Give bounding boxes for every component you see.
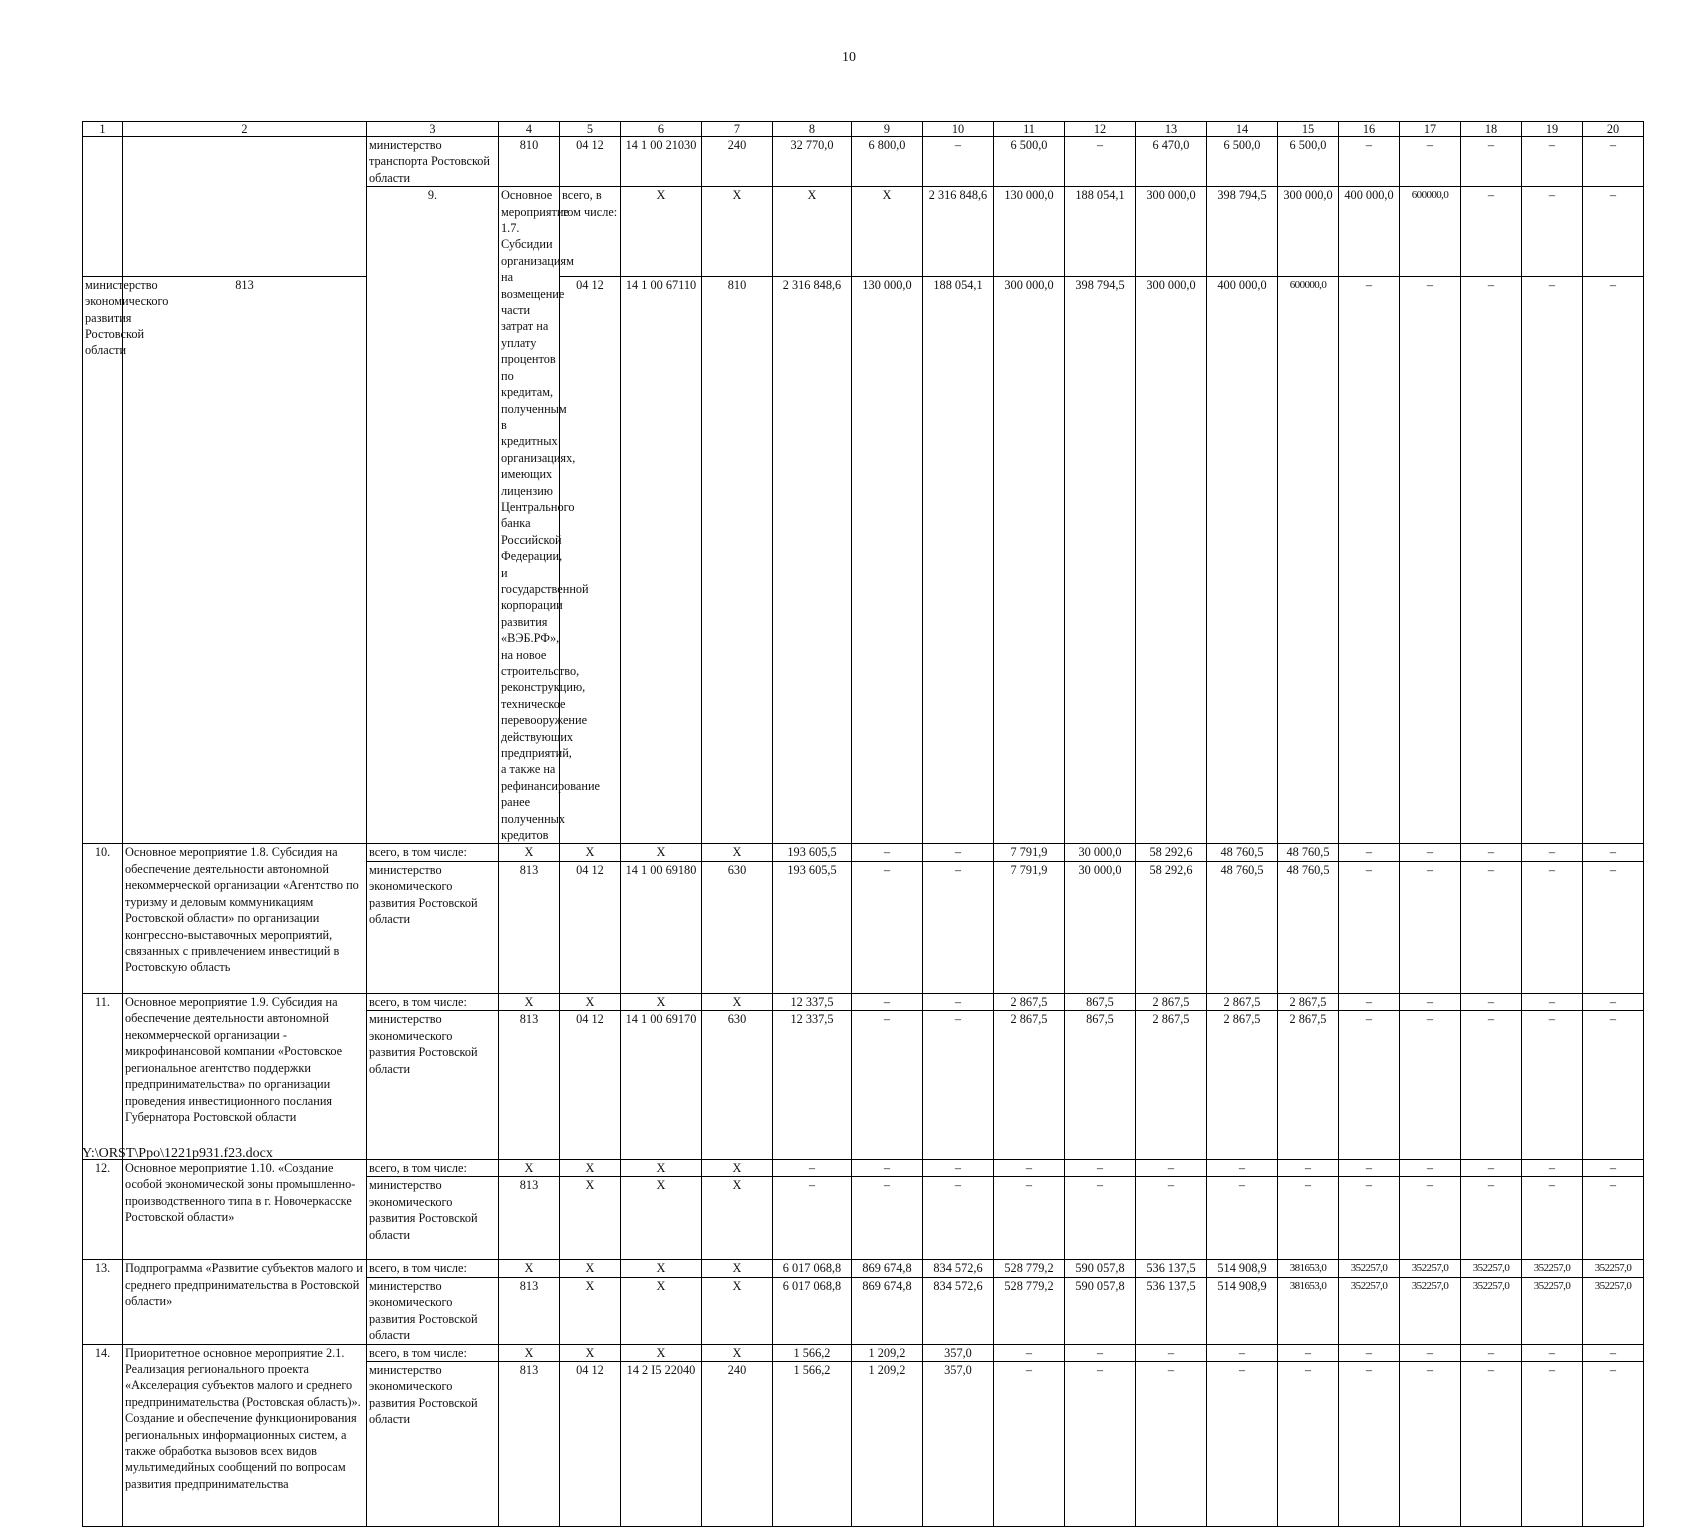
amount-cell: –	[1461, 137, 1522, 187]
activity-description: Основное мероприятие 1.8. Субсидия на обеспечение деятельности автономной некоммерческой организации «Агентство по туризму и деловым коммуникациям Ростовской области» по организации конгрессно-выставочных мероприятий, связанных с привлечением инвестиций в Ростовскую область	[123, 844, 367, 994]
responsible-executor: министерство транспорта Ростовской области	[367, 137, 499, 187]
amount-cell: 869 674,8	[852, 1277, 923, 1344]
responsible-executor: министерство экономического развития Ростовской области	[367, 1277, 499, 1344]
amount-cell: –	[1339, 1344, 1400, 1361]
amount-cell: 48 760,5	[1207, 861, 1278, 993]
amount-cell: 528 779,2	[994, 1260, 1065, 1277]
amount-cell: –	[1136, 1160, 1207, 1177]
budget-code-cell: X	[702, 187, 773, 277]
budget-classification-code: X	[621, 994, 702, 1011]
amount-cell: –	[1136, 1361, 1207, 1526]
amount-cell: –	[852, 861, 923, 993]
amount-cell: 2 867,5	[1278, 1011, 1339, 1160]
table-row	[83, 1344, 1644, 1361]
amount-cell: 2 867,5	[994, 994, 1065, 1011]
amount-cell: –	[1207, 1344, 1278, 1361]
budget-code-cell: 04 12	[560, 1361, 621, 1526]
amount-cell: 2 867,5	[1207, 994, 1278, 1011]
amount-cell: –	[1522, 844, 1583, 861]
amount-cell: 188 054,1	[923, 276, 994, 844]
column-header: 12	[1065, 122, 1136, 137]
amount-cell: 536 137,5	[1136, 1260, 1207, 1277]
amount-cell: 130 000,0	[994, 187, 1065, 277]
activity-description	[123, 137, 367, 277]
amount-cell: 514 908,9	[1207, 1277, 1278, 1344]
budget-code-cell: X	[560, 994, 621, 1011]
budget-code-cell: X	[560, 844, 621, 861]
amount-cell: –	[1278, 1344, 1339, 1361]
column-header: 8	[773, 122, 852, 137]
row-number: 14.	[83, 1344, 123, 1526]
amount-cell: –	[1583, 1160, 1644, 1177]
amount-cell: 2 867,5	[1207, 1011, 1278, 1160]
amount-cell: –	[1461, 276, 1522, 844]
budget-code-cell: X	[499, 994, 560, 1011]
responsible-executor: всего, в том числе:	[367, 844, 499, 861]
amount-cell: –	[1461, 844, 1522, 861]
amount-cell: –	[1278, 1361, 1339, 1526]
amount-cell: –	[994, 1361, 1065, 1526]
amount-cell: 6 017 068,8	[773, 1277, 852, 1344]
amount-cell: 352257,0	[1339, 1277, 1400, 1344]
amount-cell: 193 605,5	[773, 844, 852, 861]
amount-cell: –	[852, 1177, 923, 1260]
budget-code-cell: 813	[499, 1177, 560, 1260]
amount-cell: –	[1522, 1177, 1583, 1260]
budget-code-cell: X	[702, 994, 773, 1011]
budget-classification-code: X	[773, 187, 852, 277]
amount-cell: 300 000,0	[1136, 276, 1207, 844]
table-row	[83, 844, 1644, 861]
responsible-executor: всего, в том числе:	[560, 187, 621, 277]
amount-cell: 188 054,1	[1065, 187, 1136, 277]
amount-cell: –	[1065, 1361, 1136, 1526]
amount-cell: –	[1339, 1160, 1400, 1177]
amount-cell: 352257,0	[1583, 1277, 1644, 1344]
amount-cell: 528 779,2	[994, 1277, 1065, 1344]
budget-classification-code: 14 1 00 67110	[621, 276, 702, 844]
activity-description: Основное мероприятие 1.9. Субсидия на обеспечение деятельности автономной некоммерческой организации - микрофинансовой компании «Ростовское региональное агентство поддержки предпринимательства» по организации проведения инвестиционного послания Губернатора Ростовской области	[123, 994, 367, 1160]
amount-cell: –	[1400, 861, 1461, 993]
budget-code-cell: X	[702, 1160, 773, 1177]
amount-cell: 12 337,5	[773, 994, 852, 1011]
amount-cell: –	[1065, 137, 1136, 187]
table-row	[83, 1160, 1644, 1177]
amount-cell: –	[1583, 276, 1644, 844]
column-header: 11	[994, 122, 1065, 137]
activity-description: Приоритетное основное мероприятие 2.1. Реализация регионального проекта «Акселерация субъектов малого и среднего предпринимательства (Ростовская область)». Создание и обеспечение функционирования региональных информационных систем, а также обработка вызовов всех видов мультимедийных сообщений по вопросам развития предпринимательства	[123, 1344, 367, 1526]
budget-code-cell: 04 12	[560, 137, 621, 187]
responsible-executor: всего, в том числе:	[367, 1344, 499, 1361]
amount-cell: 352257,0	[1522, 1260, 1583, 1277]
budget-classification-code: 14 2 I5 22040	[621, 1361, 702, 1526]
amount-cell: –	[923, 1160, 994, 1177]
amount-cell: –	[1522, 1160, 1583, 1177]
column-header: 9	[852, 122, 923, 137]
amount-cell: 400 000,0	[1339, 187, 1400, 277]
amount-cell: 30 000,0	[1065, 861, 1136, 993]
amount-cell: 48 760,5	[1207, 844, 1278, 861]
amount-cell: 6 500,0	[994, 137, 1065, 187]
responsible-executor: министерство экономического развития Ростовской области	[367, 1361, 499, 1526]
amount-cell: 7 791,9	[994, 844, 1065, 861]
amount-cell: 590 057,8	[1065, 1260, 1136, 1277]
amount-cell: 398 794,5	[1065, 276, 1136, 844]
responsible-executor: министерство экономического развития Ростовской области	[83, 276, 123, 844]
row-number: 13.	[83, 1260, 123, 1344]
amount-cell: 590 057,8	[1065, 1277, 1136, 1344]
amount-cell: 357,0	[923, 1344, 994, 1361]
column-header: 18	[1461, 122, 1522, 137]
amount-cell: 352257,0	[1522, 1277, 1583, 1344]
row-number: 11.	[83, 994, 123, 1160]
responsible-executor: всего, в том числе:	[367, 1260, 499, 1277]
amount-cell: –	[1339, 1011, 1400, 1160]
page-number: 10	[842, 50, 856, 65]
budget-code-cell: 813	[499, 1011, 560, 1160]
amount-cell: 2 867,5	[1136, 994, 1207, 1011]
budget-code-cell: X	[560, 1260, 621, 1277]
table-header-row	[83, 122, 1644, 137]
amount-cell: –	[1339, 861, 1400, 993]
amount-cell: –	[1400, 1344, 1461, 1361]
amount-cell: –	[1583, 1361, 1644, 1526]
amount-cell: –	[1461, 1011, 1522, 1160]
amount-cell: –	[1461, 1177, 1522, 1260]
table-row	[83, 137, 1644, 187]
amount-cell: 1 566,2	[773, 1344, 852, 1361]
amount-cell: –	[1400, 1361, 1461, 1526]
amount-cell: –	[1400, 844, 1461, 861]
budget-code-cell: 630	[702, 1011, 773, 1160]
budget-code-cell: 813	[123, 276, 367, 844]
amount-cell: 1 209,2	[852, 1361, 923, 1526]
amount-cell: –	[1461, 994, 1522, 1011]
budget-table-container	[82, 121, 1632, 1527]
responsible-executor: всего, в том числе:	[367, 994, 499, 1011]
amount-cell: –	[1461, 1160, 1522, 1177]
amount-cell: –	[1522, 1361, 1583, 1526]
amount-cell: –	[1522, 1344, 1583, 1361]
amount-cell: 2 867,5	[1136, 1011, 1207, 1160]
amount-cell: –	[1522, 187, 1583, 277]
amount-cell: –	[1339, 844, 1400, 861]
amount-cell: –	[852, 1160, 923, 1177]
amount-cell: 32 770,0	[773, 137, 852, 187]
amount-cell: –	[1065, 1160, 1136, 1177]
amount-cell: –	[773, 1160, 852, 1177]
responsible-executor: министерство экономического развития Ростовской области	[367, 1011, 499, 1160]
amount-cell: –	[923, 1177, 994, 1260]
amount-cell: 867,5	[1065, 994, 1136, 1011]
amount-cell: 193 605,5	[773, 861, 852, 993]
budget-code-cell: X	[499, 1260, 560, 1277]
amount-cell: –	[1583, 861, 1644, 993]
amount-cell: 6 470,0	[1136, 137, 1207, 187]
amount-cell: –	[1207, 1160, 1278, 1177]
amount-cell: 2 867,5	[994, 1011, 1065, 1160]
amount-cell: 6 500,0	[1207, 137, 1278, 187]
column-header: 15	[1278, 122, 1339, 137]
amount-cell: –	[923, 844, 994, 861]
amount-cell: –	[852, 844, 923, 861]
amount-cell: –	[1207, 1177, 1278, 1260]
budget-code-cell: 630	[702, 861, 773, 993]
amount-cell: –	[1278, 1160, 1339, 1177]
amount-cell: 300 000,0	[1278, 187, 1339, 277]
budget-code-cell: X	[499, 1344, 560, 1361]
column-header: 1	[83, 122, 123, 137]
amount-cell: –	[1522, 994, 1583, 1011]
amount-cell: –	[1461, 187, 1522, 277]
amount-cell: 1 209,2	[852, 1344, 923, 1361]
budget-code-cell: X	[621, 187, 702, 277]
amount-cell: 352257,0	[1583, 1260, 1644, 1277]
amount-cell: –	[1339, 1361, 1400, 1526]
budget-code-cell: 240	[702, 137, 773, 187]
amount-cell: –	[1583, 1344, 1644, 1361]
column-header: 19	[1522, 122, 1583, 137]
budget-code-cell: X	[499, 844, 560, 861]
activity-description: Основное мероприятие 1.7. Субсидии организациям на возмещение части затрат на уплату процентов по кредитам, полученным в кредитных организациях, имеющих лицензию Центрального банка Российской Федерации, и государственной корпорации развития «ВЭБ.РФ», на новое строительство, реконструкцию, техническое перевооружение действующих предприятий, а также на рефинансирование ранее полученных кредитов	[499, 187, 560, 844]
amount-cell: –	[994, 1160, 1065, 1177]
amount-cell: 6 500,0	[1278, 137, 1339, 187]
amount-cell: 2 316 848,6	[923, 187, 994, 277]
responsible-executor: министерство экономического развития Ростовской области	[367, 1177, 499, 1260]
column-header: 6	[621, 122, 702, 137]
budget-classification-code: X	[621, 844, 702, 861]
amount-cell: –	[923, 137, 994, 187]
budget-classification-code: X	[621, 1177, 702, 1260]
amount-cell: –	[1583, 1177, 1644, 1260]
amount-cell: 834 572,6	[923, 1277, 994, 1344]
amount-cell: 130 000,0	[852, 276, 923, 844]
budget-code-cell: 810	[702, 276, 773, 844]
amount-cell: 381653,0	[1278, 1260, 1339, 1277]
footer-file-path: Y:\ORST\Ppo\1221p931.f23.docx	[82, 1146, 273, 1161]
responsible-executor: министерство экономического развития Ростовской области	[367, 861, 499, 993]
column-header: 5	[560, 122, 621, 137]
budget-classification-code: 14 1 00 21030	[621, 137, 702, 187]
table-row	[83, 1260, 1644, 1277]
amount-cell: –	[1400, 137, 1461, 187]
amount-cell: –	[1583, 844, 1644, 861]
column-header: 7	[702, 122, 773, 137]
amount-cell: –	[1400, 1160, 1461, 1177]
budget-classification-code: 14 1 00 69180	[621, 861, 702, 993]
amount-cell: –	[1461, 1344, 1522, 1361]
column-header: 17	[1400, 122, 1461, 137]
column-header: 4	[499, 122, 560, 137]
budget-classification-code: X	[621, 1160, 702, 1177]
column-header: 16	[1339, 122, 1400, 137]
column-header: 3	[367, 122, 499, 137]
amount-cell: –	[1339, 137, 1400, 187]
column-header: 14	[1207, 122, 1278, 137]
activity-description: Подпрограмма «Развитие субъектов малого и среднего предпринимательства в Ростовской области»	[123, 1260, 367, 1344]
amount-cell: 352257,0	[1400, 1277, 1461, 1344]
amount-cell: 400 000,0	[1207, 276, 1278, 844]
budget-code-cell: X	[702, 1177, 773, 1260]
amount-cell: 48 760,5	[1278, 844, 1339, 861]
budget-code-cell: 810	[499, 137, 560, 187]
responsible-executor: всего, в том числе:	[367, 1160, 499, 1177]
amount-cell: 381653,0	[1278, 1277, 1339, 1344]
amount-cell: –	[1136, 1344, 1207, 1361]
budget-code-cell: X	[702, 844, 773, 861]
amount-cell: 300 000,0	[994, 276, 1065, 844]
table-row	[83, 994, 1644, 1011]
amount-cell: 58 292,6	[1136, 844, 1207, 861]
budget-table	[82, 121, 1644, 1527]
budget-code-cell: 04 12	[560, 276, 621, 844]
budget-code-cell: X	[560, 1177, 621, 1260]
amount-cell: –	[1400, 994, 1461, 1011]
amount-cell: –	[1583, 1011, 1644, 1160]
amount-cell: 398 794,5	[1207, 187, 1278, 277]
amount-cell: –	[1339, 276, 1400, 844]
amount-cell: –	[1065, 1344, 1136, 1361]
amount-cell: –	[1278, 1177, 1339, 1260]
amount-cell: 600000,0	[1278, 276, 1339, 844]
amount-cell: –	[1522, 276, 1583, 844]
amount-cell: –	[1583, 137, 1644, 187]
table-row	[83, 276, 1644, 844]
budget-code-cell: 813	[499, 1277, 560, 1344]
amount-cell: 2 316 848,6	[773, 276, 852, 844]
amount-cell: –	[1522, 137, 1583, 187]
amount-cell: –	[1461, 861, 1522, 993]
amount-cell: 514 908,9	[1207, 1260, 1278, 1277]
row-number: 12.	[83, 1160, 123, 1260]
amount-cell: –	[1136, 1177, 1207, 1260]
budget-code-cell: X	[560, 1277, 621, 1344]
amount-cell: –	[923, 861, 994, 993]
amount-cell: –	[773, 1177, 852, 1260]
amount-cell: –	[923, 1011, 994, 1160]
budget-code-cell: X	[702, 1260, 773, 1277]
budget-code-cell: 240	[702, 1361, 773, 1526]
column-header: 10	[923, 122, 994, 137]
column-header: 13	[1136, 122, 1207, 137]
amount-cell: 6 800,0	[852, 137, 923, 187]
amount-cell: –	[1207, 1361, 1278, 1526]
budget-code-cell: X	[702, 1344, 773, 1361]
amount-cell: 869 674,8	[852, 1260, 923, 1277]
amount-cell: 300 000,0	[1136, 187, 1207, 277]
row-number	[83, 137, 123, 277]
budget-code-cell: X	[702, 1277, 773, 1344]
amount-cell: –	[1522, 1011, 1583, 1160]
budget-code-cell: X	[852, 187, 923, 277]
budget-code-cell: X	[560, 1160, 621, 1177]
amount-cell: –	[1400, 1011, 1461, 1160]
amount-cell: 352257,0	[1400, 1260, 1461, 1277]
amount-cell: –	[1400, 1177, 1461, 1260]
amount-cell: 6 017 068,8	[773, 1260, 852, 1277]
budget-classification-code: 14 1 00 69170	[621, 1011, 702, 1160]
amount-cell: 12 337,5	[773, 1011, 852, 1160]
row-number: 10.	[83, 844, 123, 994]
amount-cell: 352257,0	[1461, 1277, 1522, 1344]
column-header: 20	[1583, 122, 1644, 137]
amount-cell: 48 760,5	[1278, 861, 1339, 993]
budget-code-cell: 813	[499, 1361, 560, 1526]
budget-code-cell: 813	[499, 861, 560, 993]
budget-classification-code: X	[621, 1344, 702, 1361]
amount-cell: 357,0	[923, 1361, 994, 1526]
budget-code-cell: X	[499, 1160, 560, 1177]
amount-cell: 2 867,5	[1278, 994, 1339, 1011]
amount-cell: 834 572,6	[923, 1260, 994, 1277]
amount-cell: –	[923, 994, 994, 1011]
amount-cell: –	[852, 994, 923, 1011]
row-number: 9.	[367, 187, 499, 844]
amount-cell: 7 791,9	[994, 861, 1065, 993]
amount-cell: 1 566,2	[773, 1361, 852, 1526]
column-header: 2	[123, 122, 367, 137]
amount-cell: –	[1583, 187, 1644, 277]
amount-cell: –	[1339, 994, 1400, 1011]
amount-cell: –	[1583, 994, 1644, 1011]
amount-cell: 58 292,6	[1136, 861, 1207, 993]
amount-cell: –	[994, 1177, 1065, 1260]
budget-classification-code: X	[621, 1277, 702, 1344]
amount-cell: 30 000,0	[1065, 844, 1136, 861]
amount-cell: –	[1461, 1361, 1522, 1526]
amount-cell: 867,5	[1065, 1011, 1136, 1160]
budget-classification-code: X	[621, 1260, 702, 1277]
amount-cell: 352257,0	[1339, 1260, 1400, 1277]
amount-cell: 536 137,5	[1136, 1277, 1207, 1344]
budget-code-cell: 04 12	[560, 1011, 621, 1160]
amount-cell: –	[1339, 1177, 1400, 1260]
budget-code-cell: X	[560, 1344, 621, 1361]
amount-cell: –	[852, 1011, 923, 1160]
budget-code-cell: 04 12	[560, 861, 621, 993]
amount-cell: –	[1065, 1177, 1136, 1260]
amount-cell: –	[994, 1344, 1065, 1361]
amount-cell: 600000,0	[1400, 187, 1461, 277]
amount-cell: 352257,0	[1461, 1260, 1522, 1277]
amount-cell: –	[1522, 861, 1583, 993]
activity-description: Основное мероприятие 1.10. «Создание особой экономической зоны промышленно-производственного типа в г. Новочеркасске Ростовской области»	[123, 1160, 367, 1260]
amount-cell: –	[1400, 276, 1461, 844]
